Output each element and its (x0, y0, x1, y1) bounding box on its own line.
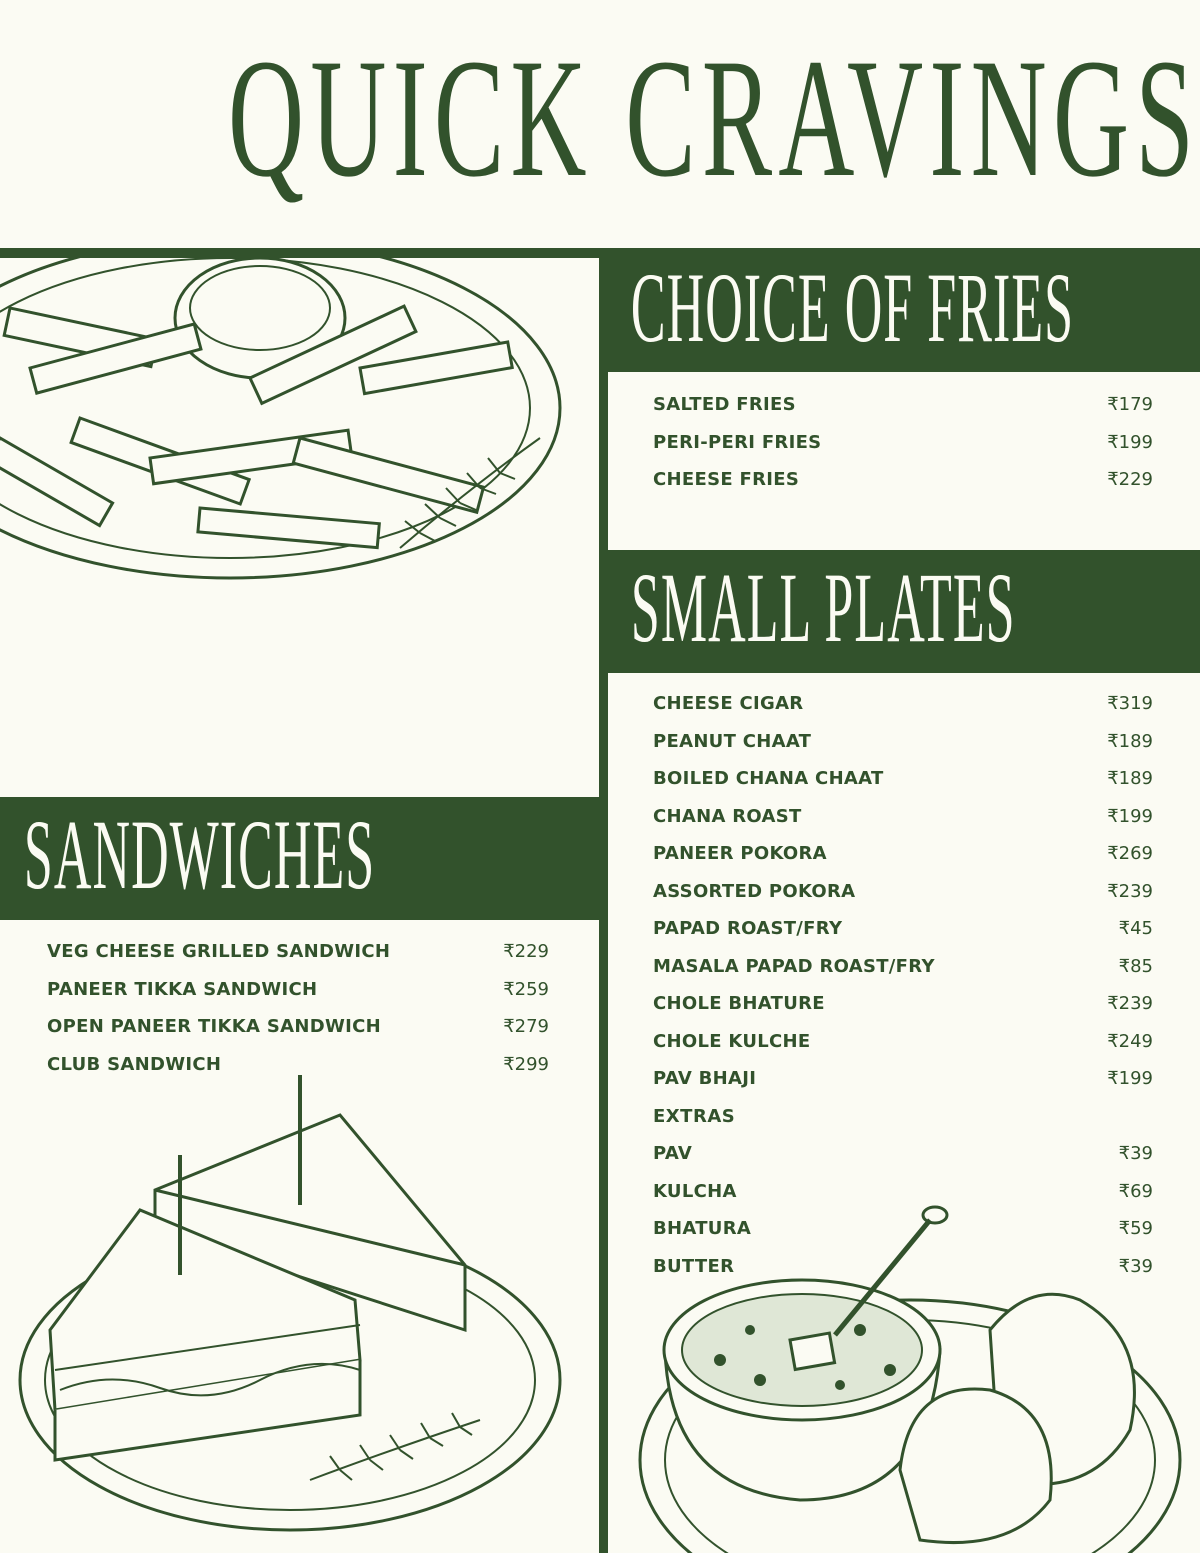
item-name: CHANA ROAST (653, 805, 802, 827)
small-plates-list (653, 685, 1153, 1285)
item-name: ASSORTED POKORA (653, 880, 856, 902)
fries-list (653, 386, 1153, 499)
sandwiches-list (47, 933, 549, 1083)
item-name: CHEESE FRIES (653, 469, 800, 491)
extras-heading: EXTRAS (653, 1105, 736, 1127)
item-name: PEANUT CHAAT (653, 730, 812, 752)
item-name: PANEER POKORA (653, 843, 827, 865)
fries-heading: CHOICE OF FRIES (630, 252, 1075, 363)
item-name: OPEN PANEER TIKKA SANDWICH (47, 1016, 381, 1038)
list-item (653, 685, 1153, 723)
small-plates-heading: SMALL PLATES (630, 552, 1016, 663)
item-name: CHEESE CIGAR (653, 693, 804, 715)
sandwiches-heading-banner (0, 797, 599, 920)
list-item (653, 1135, 1153, 1173)
item-name: PAV BHAJI (653, 1068, 757, 1090)
list-item (653, 948, 1153, 986)
list-item (653, 760, 1153, 798)
list-item (653, 873, 1153, 911)
sandwiches-heading: SANDWICHES (23, 799, 376, 910)
item-name: PAPAD ROAST/FRY (653, 918, 843, 940)
list-item (653, 1023, 1153, 1061)
list-item (47, 971, 549, 1009)
item-price: ₹229 (503, 941, 549, 963)
list-item (653, 1060, 1153, 1098)
item-price: ₹319 (1107, 693, 1153, 715)
item-name: PAV (653, 1143, 693, 1165)
list-item (653, 910, 1153, 948)
item-name: CHOLE BHATURE (653, 993, 825, 1015)
item-price: ₹199 (1107, 431, 1153, 453)
fries-heading-banner (608, 250, 1200, 372)
item-price: ₹249 (1107, 1030, 1153, 1052)
list-item (47, 1008, 549, 1046)
item-price: ₹85 (1118, 955, 1153, 977)
item-price: ₹39 (1118, 1143, 1153, 1165)
item-price: ₹239 (1107, 993, 1153, 1015)
list-item (653, 798, 1153, 836)
list-item (653, 424, 1153, 462)
list-item (653, 723, 1153, 761)
item-name: BUTTER (653, 1255, 735, 1277)
list-item (653, 386, 1153, 424)
item-price: ₹39 (1118, 1255, 1153, 1277)
sandwich-illustration (10, 1070, 590, 1540)
item-price: ₹189 (1107, 768, 1153, 790)
item-price: ₹45 (1118, 918, 1153, 940)
item-name: PANEER TIKKA SANDWICH (47, 978, 318, 1000)
item-name: PERI-PERI FRIES (653, 431, 822, 453)
fries-illustration (0, 258, 599, 608)
item-name: BHATURA (653, 1218, 752, 1240)
list-item (653, 835, 1153, 873)
item-price: ₹199 (1107, 805, 1153, 827)
item-name: SALTED FRIES (653, 394, 796, 416)
center-divider (599, 248, 608, 1553)
item-price: ₹299 (503, 1053, 549, 1075)
list-item (653, 985, 1153, 1023)
item-name: MASALA PAPAD ROAST/FRY (653, 955, 935, 977)
item-price: ₹269 (1107, 843, 1153, 865)
item-name: VEG CHEESE GRILLED SANDWICH (47, 941, 391, 963)
pav-bhaji-illustration (610, 1200, 1200, 1553)
item-price: ₹259 (503, 978, 549, 1000)
item-price: ₹69 (1118, 1180, 1153, 1202)
item-price: ₹239 (1107, 880, 1153, 902)
item-price: ₹229 (1107, 469, 1153, 491)
menu-title: QUICK CRAVINGS (228, 24, 1200, 212)
item-price: ₹59 (1118, 1218, 1153, 1240)
item-name: CHOLE KULCHE (653, 1030, 811, 1052)
small-plates-heading-banner (608, 550, 1200, 673)
list-item (47, 933, 549, 971)
item-name: BOILED CHANA CHAAT (653, 768, 884, 790)
extras-heading-row (653, 1098, 1153, 1136)
list-item (653, 461, 1153, 499)
item-price: ₹179 (1107, 394, 1153, 416)
item-name: KULCHA (653, 1180, 737, 1202)
item-name: CLUB SANDWICH (47, 1053, 222, 1075)
item-price: ₹189 (1107, 730, 1153, 752)
item-price: ₹279 (503, 1016, 549, 1038)
item-price: ₹199 (1107, 1068, 1153, 1090)
